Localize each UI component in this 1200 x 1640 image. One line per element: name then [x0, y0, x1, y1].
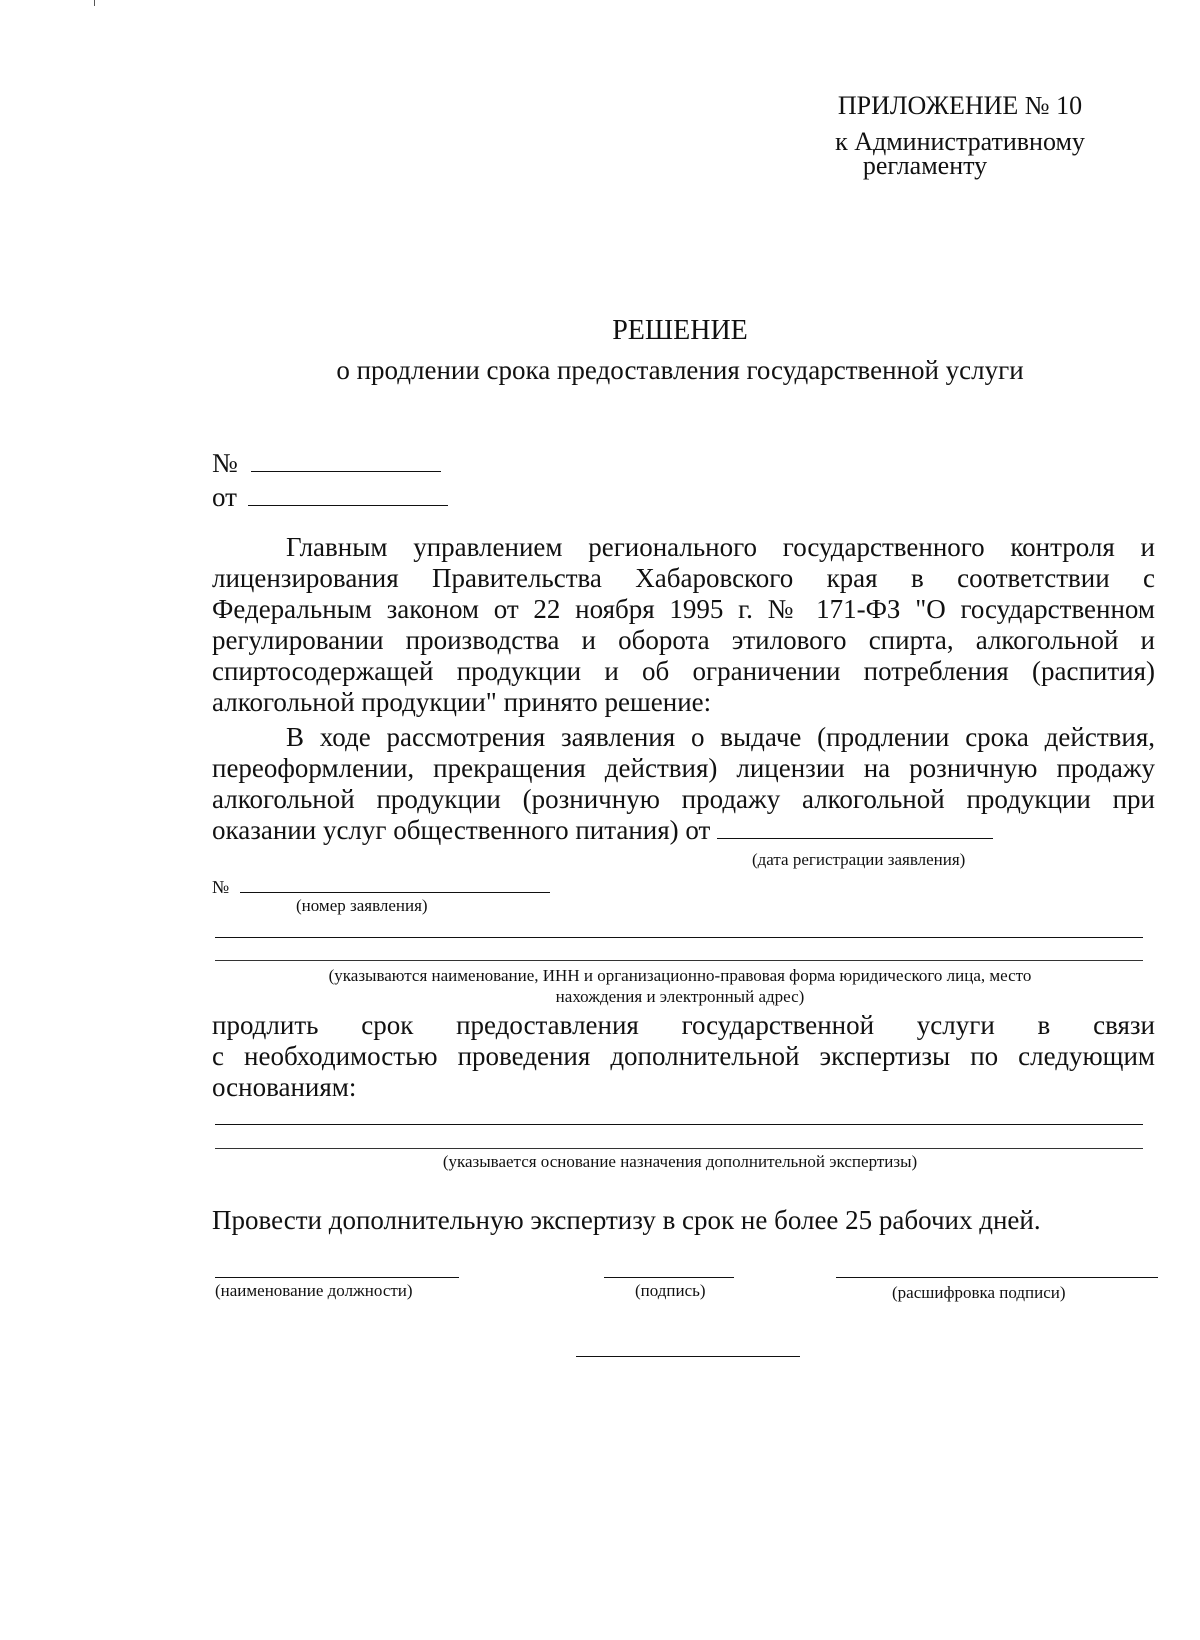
extend-block — [212, 1010, 1155, 1103]
final-statement: Провести дополнительную экспертизу в срок не более 25 рабочих дней. — [212, 1205, 1041, 1235]
caption-entity-1: (указываются наименование, ИНН и организационно-правовая форма юридического лица, место — [328, 966, 1032, 985]
decision-paragraph-1 — [212, 532, 1155, 718]
extend-line-2: с необходимостью проведения дополнительной экспертизы по следующим — [212, 1041, 1155, 1071]
extend-line-3: основаниям: — [212, 1072, 357, 1102]
number-label: № — [212, 448, 238, 478]
caption-position: (наименование должности) — [215, 1281, 413, 1300]
caption-entity-2: нахождения и электронный адрес) — [555, 987, 805, 1006]
paragraph-1-text: Главным управлением регионального государственного контроля и лицензирования Правительства Хабаровского края в соответствии с Федеральным законом от 22 ноября 1995 г. № 171-ФЗ "О государственном регулировании производства и оборота этилового спирта, алкогольной и спиртосодержащей продукции и об ограничении потребления (распития) алкогольной продукции" принято решение: — [212, 532, 1155, 717]
paragraph-2-text — [212, 722, 1155, 846]
caption-basis: (указывается основание назначения дополнительной экспертизы) — [442, 1152, 918, 1171]
number-field — [212, 448, 441, 478]
entity-line-1 — [215, 937, 1143, 938]
document-title: РЕШЕНИЕ — [612, 315, 748, 346]
document-subtitle: о продлении срока предоставления государственной услуги — [336, 355, 1024, 385]
decode-line — [836, 1277, 1158, 1278]
date-label: от — [212, 482, 237, 512]
caption-signature: (подпись) — [635, 1281, 706, 1300]
extend-line-1: продлить срок предоставления государственной услуги в связи — [212, 1010, 1155, 1040]
position-line — [215, 1277, 459, 1278]
appendix-reference-line-2: регламенту — [862, 151, 988, 180]
closing-line — [576, 1356, 800, 1357]
date-field — [212, 482, 448, 512]
application-number-label: № — [212, 877, 230, 897]
appendix-number: ПРИЛОЖЕНИЕ № 10 — [837, 91, 1083, 120]
caption-application-number: (номер заявления) — [296, 896, 428, 915]
basis-line-2 — [215, 1148, 1143, 1149]
decision-paragraph-2 — [212, 722, 1155, 846]
basis-line-1 — [215, 1124, 1143, 1125]
signature-line — [604, 1277, 734, 1278]
caption-registration-date: (дата регистрации заявления) — [752, 850, 966, 869]
number-blank — [251, 451, 441, 472]
application-date-blank — [717, 820, 993, 839]
caption-signature-decode: (расшифровка подписи) — [892, 1283, 1066, 1302]
entity-line-2 — [215, 960, 1143, 961]
scan-artifact — [94, 0, 95, 6]
paragraph-2-body: В ходе рассмотрения заявления о выдаче (продлении срока действия, переоформлении, прекращения действия) лицензии на розничную продажу алкогольной продукции (розничную продажу алкогольной продукции при оказании услуг общественного питания) от — [212, 722, 1155, 845]
appendix-reference-line-1: к Административному — [835, 127, 1085, 156]
application-number-blank — [240, 878, 550, 893]
date-blank — [248, 485, 448, 506]
